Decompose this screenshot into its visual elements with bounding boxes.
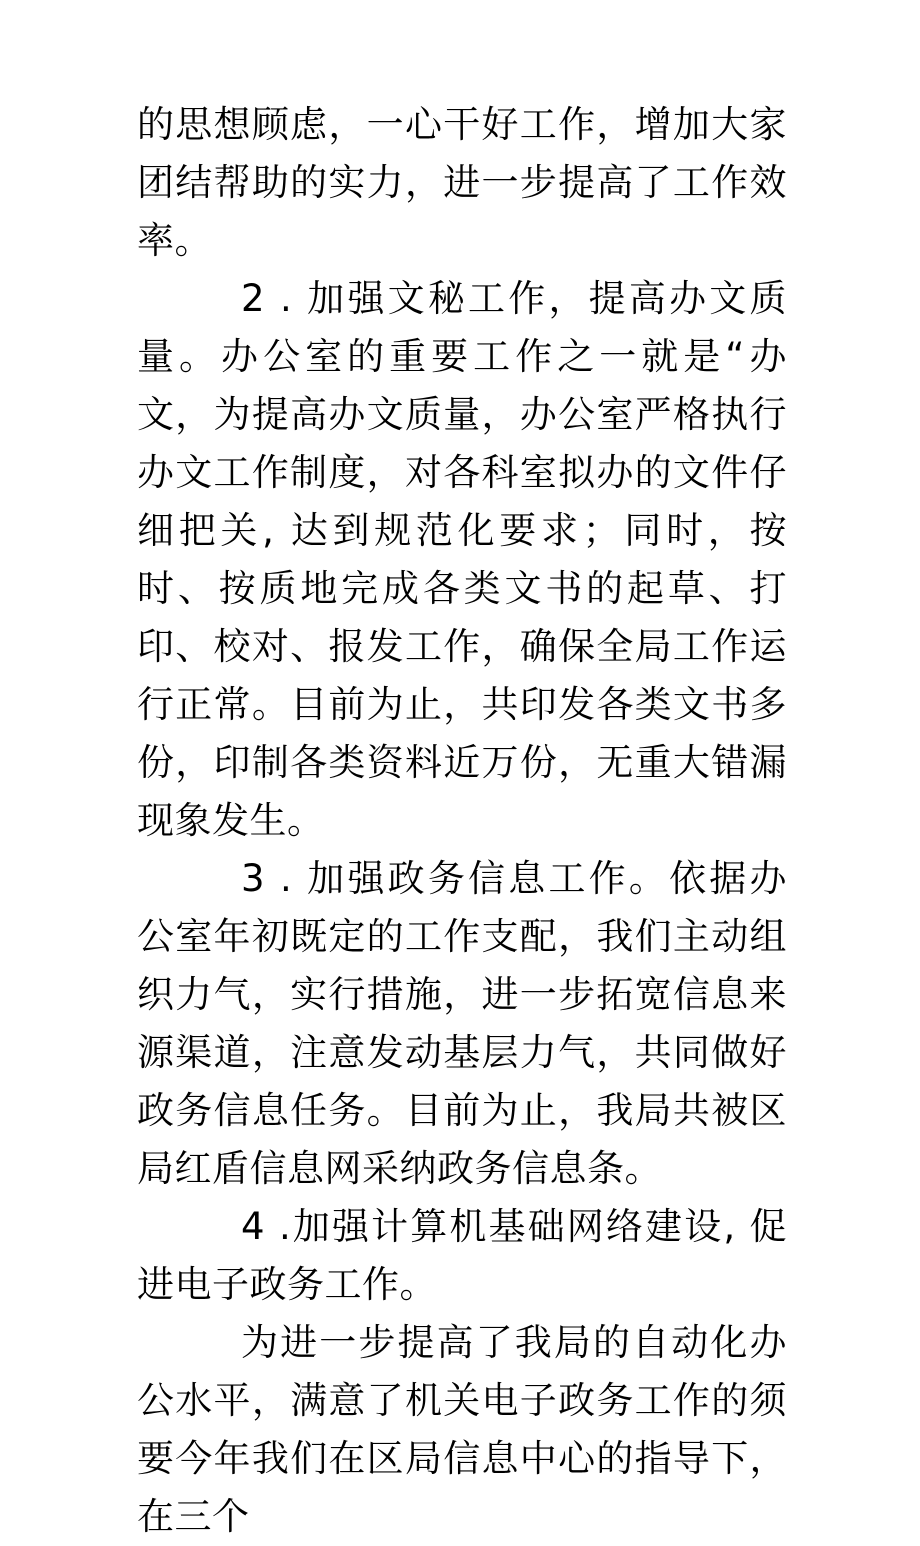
paragraph-4: 4 .加强计算机基础网络建设, 促进电子政务工作。 <box>137 1205 787 1306</box>
paragraph-1: 的思想顾虑，一心干好工作，增加大家团结帮助的实力，进一步提高了工作效率。 <box>137 103 787 262</box>
paragraph-3: 3 . 加强政务信息工作。依据办公室年初既定的工作支配，我们主动组织力气，实行措施，进一步拓宽信息来源渠道，注意发动基层力气，共同做好政务信息任务。目前为止，我局共被区局红盾信息网采纳政务信息条。 <box>137 857 787 1190</box>
paragraph-5: 为进一步提高了我局的自动化办公水平，满意了机关电子政务工作的须要今年我们在区局信息中心的指导下，在三个 <box>137 1321 787 1538</box>
paragraph-2: 2 . 加强文秘工作，提高办文质量。办公室的重要工作之一就是“办文，为提高办文质量，办公室严格执行办文工作制度，对各科室拟办的文件仔细把关, 达到规范化要求；同时，按时、按质地完成各类文书的起草、打印、校对、报发工作，确保全局工作运行正常。目前为止，共印发各类文书多份，印制各类资料近万份，无重大错漏现象发生。 <box>137 277 787 842</box>
document-body <box>137 96 787 1546</box>
